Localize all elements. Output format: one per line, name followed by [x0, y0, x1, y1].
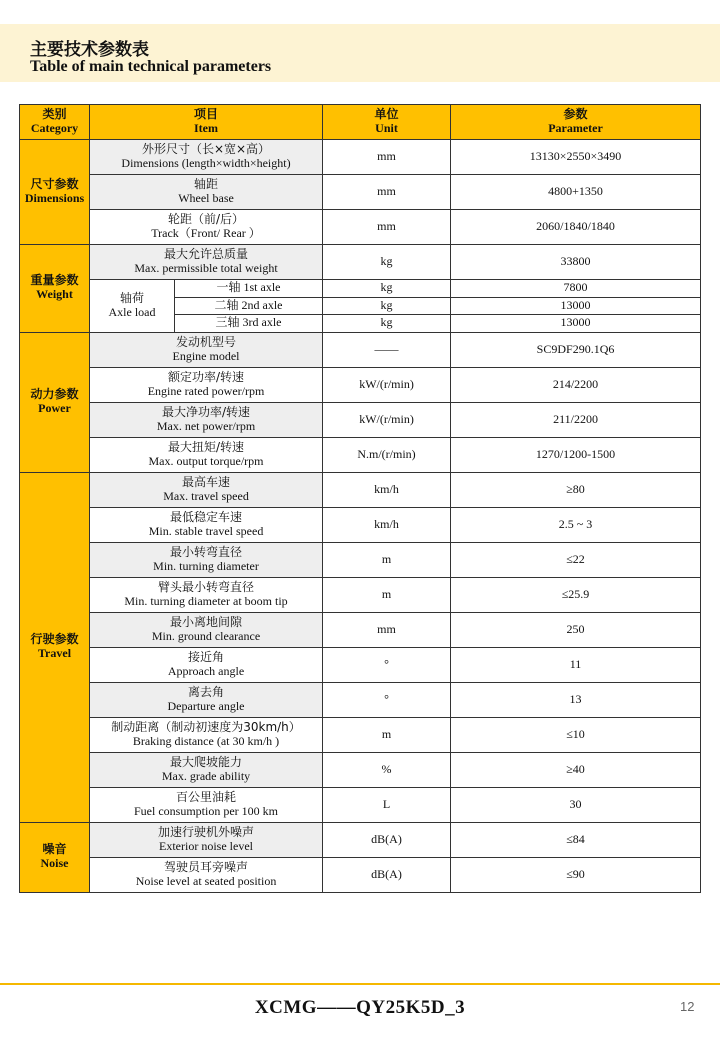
item-cell: 外形尺寸（长×宽×高） Dimensions (length×width×height): [90, 140, 323, 175]
unit-cell: kW/(r/min): [323, 402, 451, 437]
table-row: [20, 175, 701, 210]
value-cell: 30: [451, 787, 701, 822]
table-header-row: [20, 105, 701, 140]
unit-cell: m: [323, 717, 451, 752]
table-row: [20, 717, 701, 752]
table-row: [20, 752, 701, 787]
value-cell: 13000: [451, 315, 701, 333]
header-item: 项目 Item: [90, 105, 323, 140]
item-cell: 臂头最小转弯直径 Min. turning diameter at boom tip: [90, 577, 323, 612]
item-cell: 加速行驶机外噪声 Exterior noise level: [90, 822, 323, 857]
item-cell: 接近角 Approach angle: [90, 647, 323, 682]
page-title-en: Table of main technical parameters: [30, 58, 272, 75]
item-cell: 最大净功率/转速 Max. net power/rpm: [90, 402, 323, 437]
item-cell: 轮距（前/后） Track（Front/ Rear ）: [90, 210, 323, 245]
header-category: 类别 Category: [20, 105, 90, 140]
footer-divider: [0, 983, 720, 985]
value-cell: 11: [451, 647, 701, 682]
item-cell: 最大扭矩/转速 Max. output torque/rpm: [90, 437, 323, 472]
unit-cell: kg: [323, 245, 451, 280]
unit-cell: m: [323, 577, 451, 612]
unit-cell: kg: [323, 297, 451, 315]
category-weight: 重量参数 Weight: [20, 245, 90, 333]
category-travel: 行驶参数 Travel: [20, 472, 90, 822]
unit-cell: dB(A): [323, 857, 451, 892]
table-row: [20, 280, 701, 298]
unit-cell: °: [323, 682, 451, 717]
header-unit: 单位 Unit: [323, 105, 451, 140]
unit-cell: kW/(r/min): [323, 367, 451, 402]
value-cell: SC9DF290.1Q6: [451, 332, 701, 367]
table-row: [20, 402, 701, 437]
axle-item: 二轴 2nd axle: [175, 297, 323, 315]
spec-table: [19, 104, 701, 893]
table-row: [20, 437, 701, 472]
table-row: [20, 367, 701, 402]
item-cell: 发动机型号 Engine model: [90, 332, 323, 367]
category-noise: 噪音 Noise: [20, 822, 90, 892]
value-cell: ≥40: [451, 752, 701, 787]
axle-item: 一轴 1st axle: [175, 280, 323, 298]
table-row: [20, 577, 701, 612]
table-row: [20, 682, 701, 717]
footer-model: XCMG——QY25K5D_3: [254, 997, 466, 1018]
value-cell: ≥80: [451, 472, 701, 507]
unit-cell: kg: [323, 315, 451, 333]
item-cell: 离去角 Departure angle: [90, 682, 323, 717]
category-dimensions: 尺寸参数 Dimensions: [20, 140, 90, 245]
item-cell: 最高车速 Max. travel speed: [90, 472, 323, 507]
value-cell: 13130×2550×3490: [451, 140, 701, 175]
table-row: [20, 140, 701, 175]
page-title-cn: 主要技术参数表: [30, 40, 149, 60]
table-row: [20, 472, 701, 507]
unit-cell: kg: [323, 280, 451, 298]
table-row: [20, 210, 701, 245]
axle-item: 三轴 3rd axle: [175, 315, 323, 333]
unit-cell: m: [323, 542, 451, 577]
unit-cell: mm: [323, 210, 451, 245]
unit-cell: dB(A): [323, 822, 451, 857]
unit-cell: °: [323, 647, 451, 682]
unit-cell: L: [323, 787, 451, 822]
value-cell: 33800: [451, 245, 701, 280]
value-cell: 214/2200: [451, 367, 701, 402]
unit-cell: mm: [323, 175, 451, 210]
unit-cell: ——: [323, 332, 451, 367]
table-row: [20, 245, 701, 280]
unit-cell: N.m/(r/min): [323, 437, 451, 472]
value-cell: 7800: [451, 280, 701, 298]
page-number: 12: [680, 999, 695, 1014]
unit-cell: %: [323, 752, 451, 787]
unit-cell: mm: [323, 140, 451, 175]
header-parameter: 参数 Parameter: [451, 105, 701, 140]
table-row: [20, 822, 701, 857]
unit-cell: km/h: [323, 507, 451, 542]
item-cell: 轴距 Wheel base: [90, 175, 323, 210]
table-row: [20, 612, 701, 647]
value-cell: ≤22: [451, 542, 701, 577]
value-cell: 4800+1350: [451, 175, 701, 210]
unit-cell: km/h: [323, 472, 451, 507]
category-power: 动力参数 Power: [20, 332, 90, 472]
value-cell: ≤25.9: [451, 577, 701, 612]
value-cell: 13: [451, 682, 701, 717]
table-row: [20, 542, 701, 577]
unit-cell: mm: [323, 612, 451, 647]
item-cell: 最小转弯直径 Min. turning diameter: [90, 542, 323, 577]
item-cell: 制动距离（制动初速度为30km/h） Braking distance (at 30 km/h ): [90, 717, 323, 752]
value-cell: 2060/1840/1840: [451, 210, 701, 245]
table-row: [20, 332, 701, 367]
table-row: [20, 647, 701, 682]
value-cell: 250: [451, 612, 701, 647]
value-cell: 1270/1200-1500: [451, 437, 701, 472]
table-row: [20, 857, 701, 892]
value-cell: ≤90: [451, 857, 701, 892]
table-row: [20, 507, 701, 542]
value-cell: 211/2200: [451, 402, 701, 437]
axle-load-label: 轴荷 Axle load: [90, 280, 175, 333]
value-cell: 13000: [451, 297, 701, 315]
item-cell: 驾驶员耳旁噪声 Noise level at seated position: [90, 857, 323, 892]
value-cell: ≤84: [451, 822, 701, 857]
item-cell: 最低稳定车速 Min. stable travel speed: [90, 507, 323, 542]
item-cell: 最大允许总质量 Max. permissible total weight: [90, 245, 323, 280]
table-row: [20, 787, 701, 822]
value-cell: ≤10: [451, 717, 701, 752]
value-cell: 2.5 ~ 3: [451, 507, 701, 542]
item-cell: 最小离地间隙 Min. ground clearance: [90, 612, 323, 647]
item-cell: 额定功率/转速 Engine rated power/rpm: [90, 367, 323, 402]
item-cell: 百公里油耗 Fuel consumption per 100 km: [90, 787, 323, 822]
item-cell: 最大爬坡能力 Max. grade ability: [90, 752, 323, 787]
